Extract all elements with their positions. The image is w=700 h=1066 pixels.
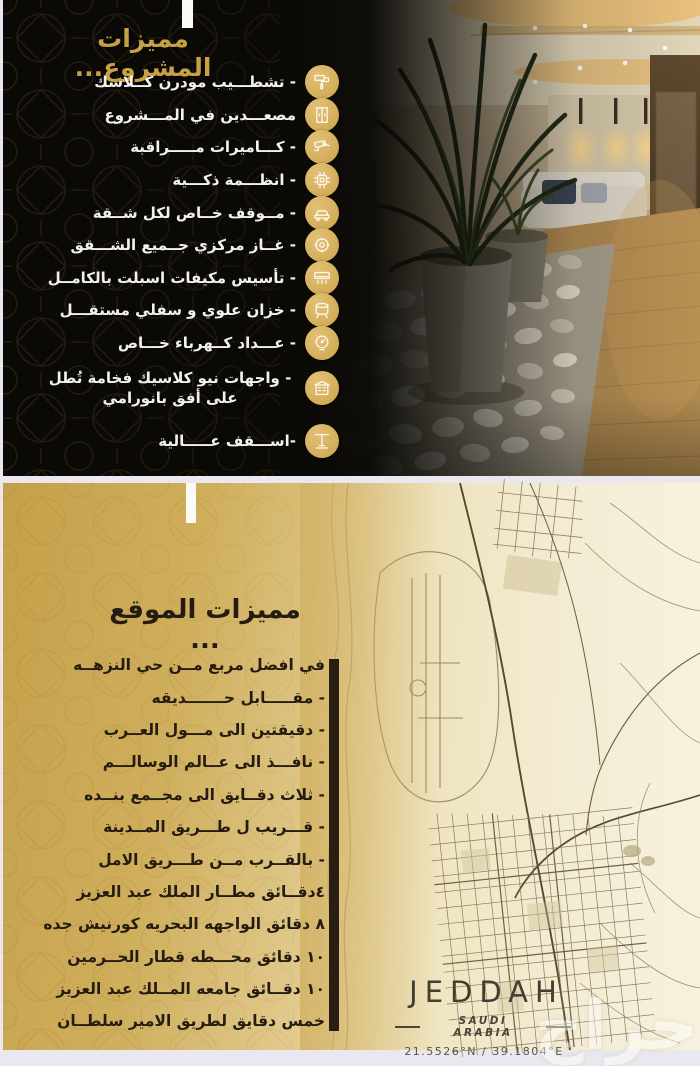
project-features-panel [3, 0, 700, 476]
feature-text: -اســـقف عـــــالية [158, 431, 296, 450]
feature-text: - مــوقف خــاص لكل شــقة [92, 203, 296, 222]
elevator-icon [305, 98, 339, 132]
location-item: - قـــريب ل طـــريق المــدينة [103, 818, 325, 837]
building-facade-icon [305, 371, 339, 405]
feature-row [25, 196, 339, 229]
parking-icon [305, 196, 339, 230]
interior-hallway-photo [280, 0, 700, 476]
location-title: مميزات الموقع ... [109, 595, 301, 655]
feature-row [25, 359, 339, 417]
coordinates: 21.5526°N / 39.1804°E [404, 1045, 564, 1058]
feature-text: - انظـــمة ذكـــية [172, 170, 296, 189]
cctv-camera-icon [305, 130, 339, 164]
high-ceiling-icon [305, 424, 339, 458]
paint-roller-icon [305, 65, 339, 99]
feature-row [25, 164, 339, 197]
feature-row [25, 131, 339, 164]
feature-text: - خزان علوي و سفلي مستقـــل [59, 301, 296, 320]
electric-meter-icon [305, 326, 339, 360]
jeddah-street-map [300, 483, 700, 1050]
dash-line [395, 1026, 420, 1028]
feature-row [25, 327, 339, 360]
location-item: في افضل مربع مــن حي النزهــه [73, 656, 325, 675]
country-name: SAUDI ARABIA [453, 1015, 513, 1039]
location-item: - بالقــرب مــن طـــريق الامل [98, 850, 325, 869]
location-item: ١٠ دقائق محـــطه قطار الحــرمين [67, 947, 325, 966]
feature-text: - غــاز مركزي جــميع الشـــقق [70, 236, 296, 255]
air-conditioner-icon [305, 261, 339, 295]
location-item: - نافـــذ الى عــالم الوسالـــم [102, 753, 325, 772]
feature-row [25, 424, 339, 457]
feature-row [25, 294, 339, 327]
smart-home-icon [305, 163, 339, 197]
location-item: ٨ دقائق الواجهه البحريه كورنيش جده [43, 915, 325, 934]
gas-stove-icon [305, 228, 339, 262]
project-title: مميزات المشروع... [74, 24, 212, 82]
feature-row [25, 262, 339, 295]
water-tank-icon [305, 293, 339, 327]
feature-row [25, 229, 339, 262]
project-feature-list [25, 66, 339, 457]
location-feature-list [21, 649, 325, 1038]
city-name: JEDDAH [409, 975, 564, 1009]
feature-row [25, 99, 339, 132]
feature-text: - كـــاميرات مـــــراقبة [130, 138, 296, 157]
title-tick-mark [186, 483, 196, 523]
location-item: - مقـــــابل حـــــــديقه [151, 688, 325, 707]
feature-text: - عـــداد كــهرباء خـــاص [117, 333, 296, 352]
feature-text: مصعـــدين في المـــشروع [104, 105, 296, 124]
location-item: ١٠ دقــائق جامعه المــلك عبد العزيز [56, 980, 325, 999]
location-item: ٤دقــائق مطــار الملك عبد العزيز [76, 882, 325, 901]
haraj-watermark: حراج [534, 987, 698, 1066]
feature-row [25, 66, 339, 99]
location-item: - ثلاث دقــايق الى مجــمع بنــده [84, 785, 325, 804]
feature-text: - تأسيس مكيفات اسبلت بالكامــل [47, 268, 296, 287]
location-item: - دقيقتين الى مـــول العــرب [103, 720, 325, 739]
feature-text: - واجهات نيو كلاسيك فخامة تُطل على أفق بانورامي [48, 369, 292, 408]
feature-text: - تشطـــيب مودرن كــلاسك [94, 73, 296, 92]
location-item: خمس دقايق لطريق الامير سلطــان [57, 1012, 325, 1031]
decor-vertical-bar [329, 659, 339, 1031]
location-features-panel [3, 483, 700, 1066]
